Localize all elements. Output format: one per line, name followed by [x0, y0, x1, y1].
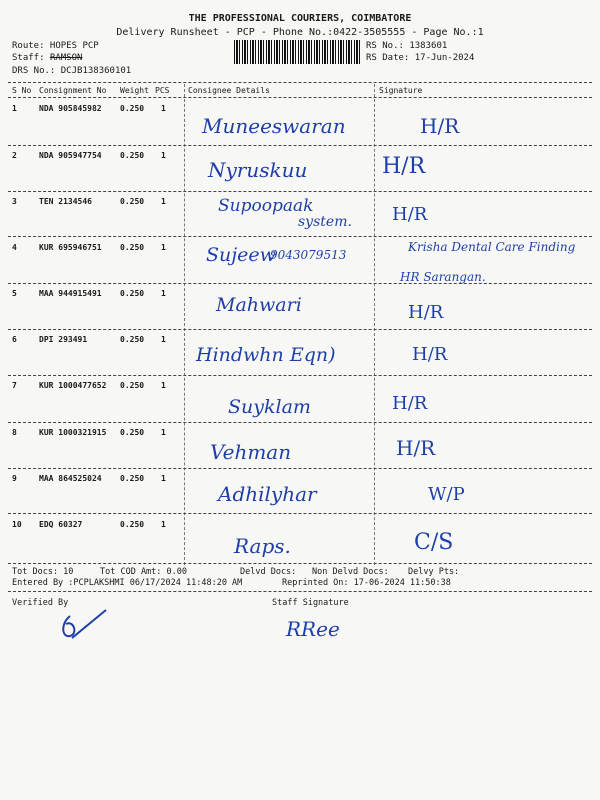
route-label: Route: HOPES PCP	[12, 41, 99, 51]
row-weight: 0.250	[120, 428, 145, 437]
table-header-border	[8, 97, 592, 98]
reprinted-on: Reprinted On: 17-06-2024 11:50:38	[282, 578, 451, 588]
handwritten-signature: H/R	[392, 204, 428, 225]
row-sno: 5	[12, 289, 17, 298]
handwritten-phone: 9043079513	[270, 248, 347, 262]
row-weight: 0.250	[120, 243, 145, 252]
staff-label: Staff:	[12, 53, 50, 63]
delvd-docs: Delvd Docs:	[240, 567, 297, 577]
col-consignee: Consignee Details	[188, 86, 270, 95]
row-sno: 8	[12, 428, 17, 437]
handwritten-signature: W/P	[428, 484, 465, 505]
handwritten-consignee-2: system.	[298, 214, 352, 230]
handwritten-consignee: Nyruskuu	[208, 158, 308, 182]
row-divider	[8, 329, 592, 330]
handwritten-signature: H/R	[396, 436, 436, 460]
tot-cod-amount: Tot COD Amt: 0.00	[100, 567, 187, 577]
row-consignment: KUR 1000477652	[39, 381, 107, 390]
handwritten-signature: H/R	[382, 154, 426, 179]
row-divider	[8, 236, 592, 237]
row-sno: 2	[12, 151, 17, 160]
row-divider	[8, 191, 592, 192]
row-pcs: 1	[161, 104, 166, 113]
row-sno: 1	[12, 104, 17, 113]
row-sno: 9	[12, 474, 17, 483]
row-consignment: EDQ 60327	[39, 520, 83, 529]
column-divider	[184, 84, 185, 565]
handwritten-signature: H/R	[420, 114, 460, 138]
row-divider	[8, 145, 592, 146]
barcode	[234, 40, 360, 64]
row-divider	[8, 422, 592, 423]
row-pcs: 1	[161, 520, 166, 529]
row-weight: 0.250	[120, 197, 145, 206]
handwritten-signature: H/R	[412, 344, 448, 365]
handwritten-consignee: Vehman	[210, 440, 292, 464]
row-consignment: NDA 905947754	[39, 151, 102, 160]
row-pcs: 1	[161, 428, 166, 437]
rs-number: RS No.: 1383601	[366, 41, 448, 51]
verified-by-label: Verified By	[12, 598, 69, 608]
row-divider	[8, 468, 592, 469]
col-pcs: PCS	[155, 86, 170, 95]
row-sno: 10	[12, 520, 22, 529]
delvy-pts: Delvy Pts:	[408, 567, 460, 577]
handwritten-consignee: Suyklam	[228, 396, 311, 418]
handwritten-signature: H/R	[408, 302, 444, 323]
tot-docs: Tot Docs: 10	[12, 567, 74, 577]
row-pcs: 1	[161, 474, 166, 483]
table-top-border	[8, 82, 592, 83]
col-consignment: Consignment No	[39, 86, 107, 95]
column-divider	[374, 84, 375, 565]
col-sno: S No	[12, 86, 32, 95]
row-pcs: 1	[161, 335, 166, 344]
non-delvd-docs: Non Delvd Docs:	[312, 567, 389, 577]
handwritten-consignee: Supoopaak	[218, 196, 314, 216]
row-consignment: TEN 2134546	[39, 197, 92, 206]
row-pcs: 1	[161, 381, 166, 390]
handwritten-consignee: Raps.	[234, 534, 291, 558]
row-pcs: 1	[161, 151, 166, 160]
row-consignment: KUR 1000321915	[39, 428, 107, 437]
row-consignment: NDA 905845982	[39, 104, 102, 113]
staff-signature-label: Staff Signature	[272, 598, 349, 608]
table-bottom-border	[8, 563, 592, 564]
row-consignment: MAA 864525024	[39, 474, 102, 483]
handwritten-consignee: Hindwhn Eqn)	[196, 344, 336, 366]
verifier-signature	[50, 602, 120, 652]
row-pcs: 1	[161, 243, 166, 252]
row-weight: 0.250	[120, 151, 145, 160]
row-consignment: MAA 944915491	[39, 289, 102, 298]
company-title: THE PROFESSIONAL COURIERS, COIMBATORE	[188, 13, 412, 24]
row-pcs: 1	[161, 197, 166, 206]
row-divider	[8, 513, 592, 514]
staff-line	[12, 53, 82, 63]
row-sno: 3	[12, 197, 17, 206]
row-weight: 0.250	[120, 335, 145, 344]
row-weight: 0.250	[120, 289, 145, 298]
entered-by: Entered By :PCPLAKSHMI 06/17/2024 11:48:20 AM	[12, 578, 243, 588]
row-weight: 0.250	[120, 381, 145, 390]
row-weight: 0.250	[120, 474, 145, 483]
rs-date: RS Date: 17-Jun-2024	[366, 53, 475, 63]
staff-signature-scrawl: RRee	[286, 617, 340, 641]
row-weight: 0.250	[120, 520, 145, 529]
col-weight: Weight	[120, 86, 149, 95]
row-divider	[8, 283, 592, 284]
row-sno: 6	[12, 335, 17, 344]
col-signature: Signature	[379, 86, 423, 95]
drs-number: DRS No.: DCJB138360101	[12, 66, 132, 76]
handwritten-consignee: Mahwari	[216, 294, 302, 316]
handwritten-signature: C/S	[414, 530, 454, 555]
handwritten-consignee: Sujeew	[206, 244, 276, 266]
handwritten-address: Krisha Dental Care Finding	[408, 240, 576, 254]
handwritten-consignee: Muneeswaran	[202, 114, 346, 138]
runsheet-subtitle: Delivery Runsheet - PCP - Phone No.:0422-3505555 - Page No.:1	[116, 27, 484, 38]
handwritten-signature: H/R	[392, 393, 428, 414]
row-sno: 7	[12, 381, 17, 390]
handwritten-signature: HR Sarangan.	[400, 270, 486, 284]
row-sno: 4	[12, 243, 17, 252]
totals-divider	[8, 591, 592, 592]
staff-name: RAMSON	[49, 53, 83, 63]
row-consignment: KUR 695946751	[39, 243, 102, 252]
row-pcs: 1	[161, 289, 166, 298]
row-divider	[8, 375, 592, 376]
handwritten-consignee: Adhilyhar	[218, 482, 317, 506]
row-weight: 0.250	[120, 104, 145, 113]
row-consignment: DPI 293491	[39, 335, 88, 344]
